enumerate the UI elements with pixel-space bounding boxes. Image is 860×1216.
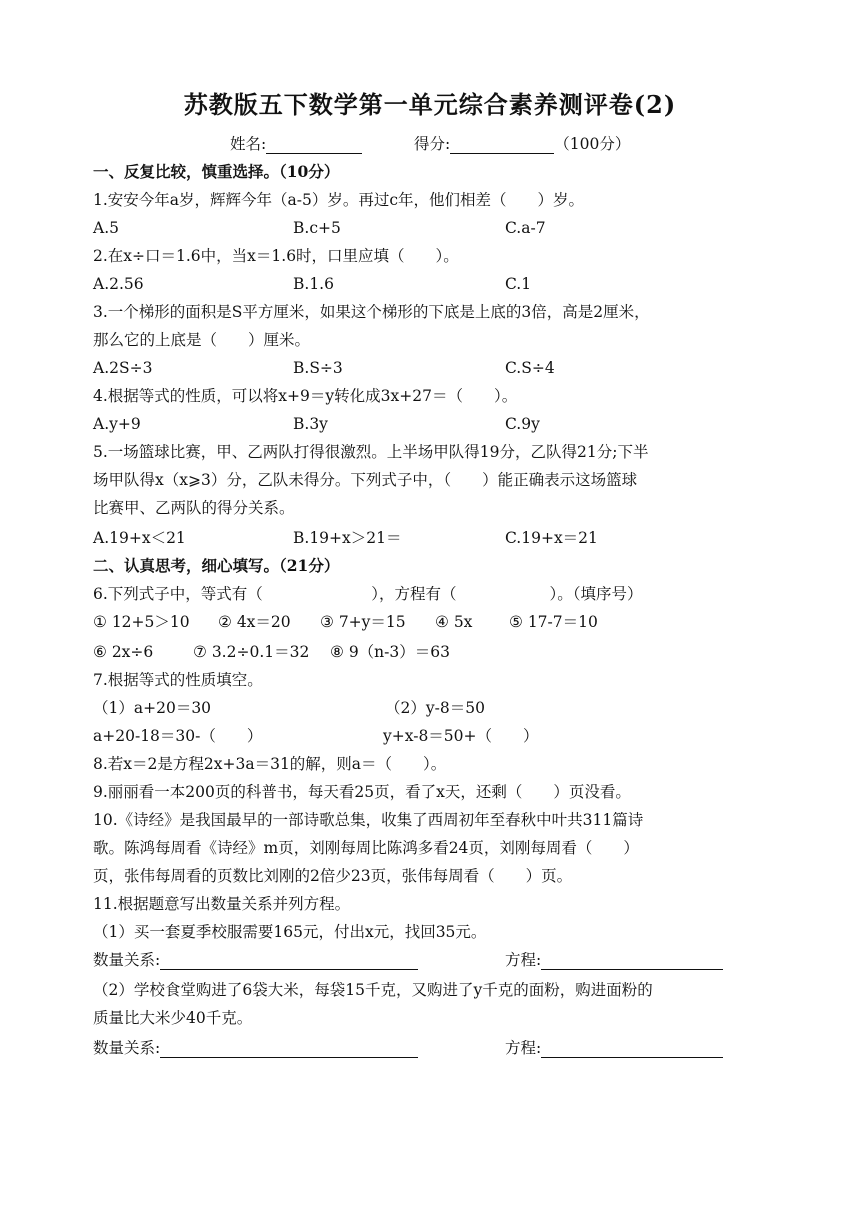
q2-option-c[interactable]: C.1 <box>505 275 532 293</box>
page-title: 苏教版五下数学第一单元综合素养测评卷(2) <box>183 90 677 119</box>
q4-option-a[interactable]: A.y+9 <box>93 415 141 433</box>
q11-stem: 11.根据题意写出数量关系并列方程。 <box>93 895 351 913</box>
q3-stem-line2: 那么它的上底是（ ）厘米。 <box>93 331 311 349</box>
score-label: 得分: <box>414 135 451 153</box>
q5-stem-line2: 场甲队得x（x⩾3）分，乙队未得分。下列式子中，（ ）能正确表示这场篮球 <box>93 471 638 489</box>
score-blank[interactable] <box>450 137 554 154</box>
relation-label: 数量关系: <box>93 951 161 969</box>
q11-part2-line2: 质量比大米少40千克。 <box>93 1009 253 1027</box>
q5-option-a[interactable]: A.19+x＜21 <box>93 529 186 547</box>
q7-part2: （2）y-8＝50 <box>385 699 485 717</box>
section2-heading: 二、认真思考，细心填写。（21分） <box>93 556 340 575</box>
q2-option-a[interactable]: A.2.56 <box>93 275 144 293</box>
equation-label: 方程: <box>505 1039 542 1057</box>
q10-line2[interactable]: 歌。陈鸿每周看《诗经》m页，刘刚每周比陈鸿多看24页，刘刚每周看（ ） <box>93 839 639 857</box>
q5-stem-line1: 5.一场篮球比赛，甲、乙两队打得很激烈。上半场甲队得19分，乙队得21分;下半 <box>93 443 649 461</box>
q11-part2-relation-blank[interactable] <box>160 1041 418 1058</box>
name-label: 姓名: <box>230 135 267 153</box>
q11-part1: （1）买一套夏季校服需要165元，付出x元，找回35元。 <box>93 923 487 941</box>
q3-stem-line1: 3.一个梯形的面积是S平方厘米，如果这个梯形的下底是上底的3倍，高是2厘米， <box>93 303 650 321</box>
q1-option-c[interactable]: C.a-7 <box>505 219 546 237</box>
q11-part1-equation <box>505 950 723 970</box>
name-blank[interactable] <box>266 137 362 154</box>
q11-part1-equation-blank[interactable] <box>541 953 723 970</box>
q6-item-6: ⑥ 2x÷6 <box>93 643 154 661</box>
q3-option-a[interactable]: A.2S÷3 <box>93 359 153 377</box>
q6-item-1: ① 12+5＞10 <box>93 613 190 631</box>
q2-option-b[interactable]: B.1.6 <box>293 275 334 293</box>
q7-part2-fill[interactable]: y+x-8＝50+（ ） <box>383 727 539 745</box>
q11-part2-line1: （2）学校食堂购进了6袋大米，每袋15千克，又购进了y千克的面粉，购进面粉的 <box>93 981 653 999</box>
q3-option-c[interactable]: C.S÷4 <box>505 359 555 377</box>
q4-stem: 4.根据等式的性质，可以将x+9＝y转化成3x+27＝（ ）。 <box>93 387 518 405</box>
q6-item-4: ④ 5x <box>435 613 473 631</box>
q6-item-8: ⑧ 9（n-3）＝63 <box>330 643 450 661</box>
q11-part2-relation <box>93 1038 418 1058</box>
q11-part1-relation-blank[interactable] <box>160 953 418 970</box>
relation-label: 数量关系: <box>93 1039 161 1057</box>
name-field <box>230 134 362 154</box>
q1-stem: 1.安安今年a岁，辉辉今年（a-5）岁。再过c年，他们相差（ ）岁。 <box>93 191 585 209</box>
q2-stem: 2.在x÷口＝1.6中，当x＝1.6时，口里应填（ ）。 <box>93 247 459 265</box>
q6-item-2: ② 4x＝20 <box>218 613 291 631</box>
q6-item-7: ⑦ 3.2÷0.1＝32 <box>193 643 310 661</box>
q6-item-5: ⑤ 17-7＝10 <box>509 613 598 631</box>
q5-option-b[interactable]: B.19+x＞21＝ <box>293 529 402 547</box>
equation-label: 方程: <box>505 951 542 969</box>
q7-part1: （1）a+20＝30 <box>93 699 212 717</box>
q1-option-b[interactable]: B.c+5 <box>293 219 341 237</box>
q1-option-a[interactable]: A.5 <box>93 219 119 237</box>
q4-option-c[interactable]: C.9y <box>505 415 540 433</box>
section1-heading: 一、反复比较，慎重选择。（10分） <box>93 162 340 181</box>
q10-line3[interactable]: 页，张伟每周看的页数比刘刚的2倍少23页，张伟每周看（ ）页。 <box>93 867 573 885</box>
q7-stem: 7.根据等式的性质填空。 <box>93 671 263 689</box>
q11-part2-equation-blank[interactable] <box>541 1041 723 1058</box>
q3-option-b[interactable]: B.S÷3 <box>293 359 343 377</box>
q6-item-3: ③ 7+y＝15 <box>320 613 406 631</box>
q7-part1-fill[interactable]: a+20-18＝30-（ ） <box>93 727 263 745</box>
score-field <box>414 134 630 154</box>
q5-option-c[interactable]: C.19+x＝21 <box>505 529 598 547</box>
q10-line1: 10.《诗经》是我国最早的一部诗歌总集，收集了西周初年至春秋中叶共311篇诗 <box>93 811 644 829</box>
q11-part1-relation <box>93 950 418 970</box>
q4-option-b[interactable]: B.3y <box>293 415 328 433</box>
q6-stem: 6.下列式子中，等式有（ ），方程有（ ）。（填序号） <box>93 585 643 603</box>
q11-part2-equation <box>505 1038 723 1058</box>
total-score: （100分） <box>554 135 631 153</box>
q9-stem[interactable]: 9.丽丽看一本200页的科普书，每天看25页，看了x天，还剩（ ）页没看。 <box>93 783 631 801</box>
q8-stem[interactable]: 8.若x＝2是方程2x+3a＝31的解，则a＝（ ）。 <box>93 755 447 773</box>
q5-stem-line3: 比赛甲、乙两队的得分关系。 <box>93 499 295 517</box>
